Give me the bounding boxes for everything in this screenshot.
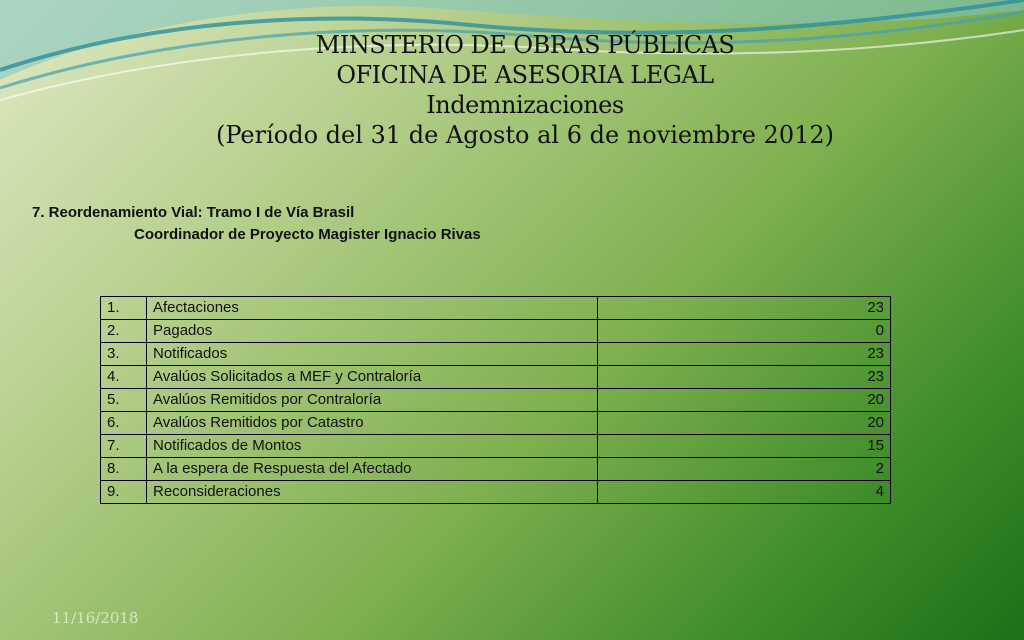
table-row: [101, 320, 891, 343]
period-title: (Período del 31 de Agosto al 6 de noviembre 2012): [215, 121, 834, 149]
row-value: 23: [598, 366, 891, 389]
row-label: Afectaciones: [147, 297, 598, 320]
table-row: [101, 389, 891, 412]
section-heading: [32, 202, 481, 246]
row-label: Notificados de Montos: [147, 435, 598, 458]
row-label: A la espera de Respuesta del Afectado: [147, 458, 598, 481]
row-value: 23: [598, 343, 891, 366]
row-number: 7.: [101, 435, 147, 458]
row-label: Pagados: [147, 320, 598, 343]
row-value: 2: [598, 458, 891, 481]
row-number: 8.: [101, 458, 147, 481]
indemnization-table: [100, 296, 891, 504]
office-title: OFICINA DE ASESORIA LEGAL: [336, 61, 714, 89]
row-number: 3.: [101, 343, 147, 366]
row-label: Notificados: [147, 343, 598, 366]
slide-date: 11/16/2018: [52, 609, 139, 627]
table-row: [101, 366, 891, 389]
table-row: [101, 412, 891, 435]
row-value: 23: [598, 297, 891, 320]
row-label: Avalúos Solicitados a MEF y Contraloría: [147, 366, 598, 389]
section-title: 7. Reordenamiento Vial: Tramo I de Vía Brasil: [32, 204, 355, 221]
row-number: 2.: [101, 320, 147, 343]
row-value: 20: [598, 412, 891, 435]
table-row: [101, 481, 891, 504]
table-row: [101, 343, 891, 366]
ministry-title: MINSTERIO DE OBRAS PÚBLICAS: [315, 31, 735, 59]
row-number: 1.: [101, 297, 147, 320]
table-row: [101, 297, 891, 320]
row-value: 4: [598, 481, 891, 504]
row-number: 4.: [101, 366, 147, 389]
row-value: 20: [598, 389, 891, 412]
subject-title: Indemnizaciones: [426, 91, 624, 119]
row-label: Avalúos Remitidos por Contraloría: [147, 389, 598, 412]
table-row: [101, 435, 891, 458]
row-value: 15: [598, 435, 891, 458]
title-block: [0, 30, 1024, 150]
row-label: Reconsideraciones: [147, 481, 598, 504]
row-label: Avalúos Remitidos por Catastro: [147, 412, 598, 435]
row-number: 9.: [101, 481, 147, 504]
row-value: 0: [598, 320, 891, 343]
row-number: 5.: [101, 389, 147, 412]
row-number: 6.: [101, 412, 147, 435]
table-row: [101, 458, 891, 481]
coordinator-line: Coordinador de Proyecto Magister Ignacio Rivas: [134, 226, 481, 243]
